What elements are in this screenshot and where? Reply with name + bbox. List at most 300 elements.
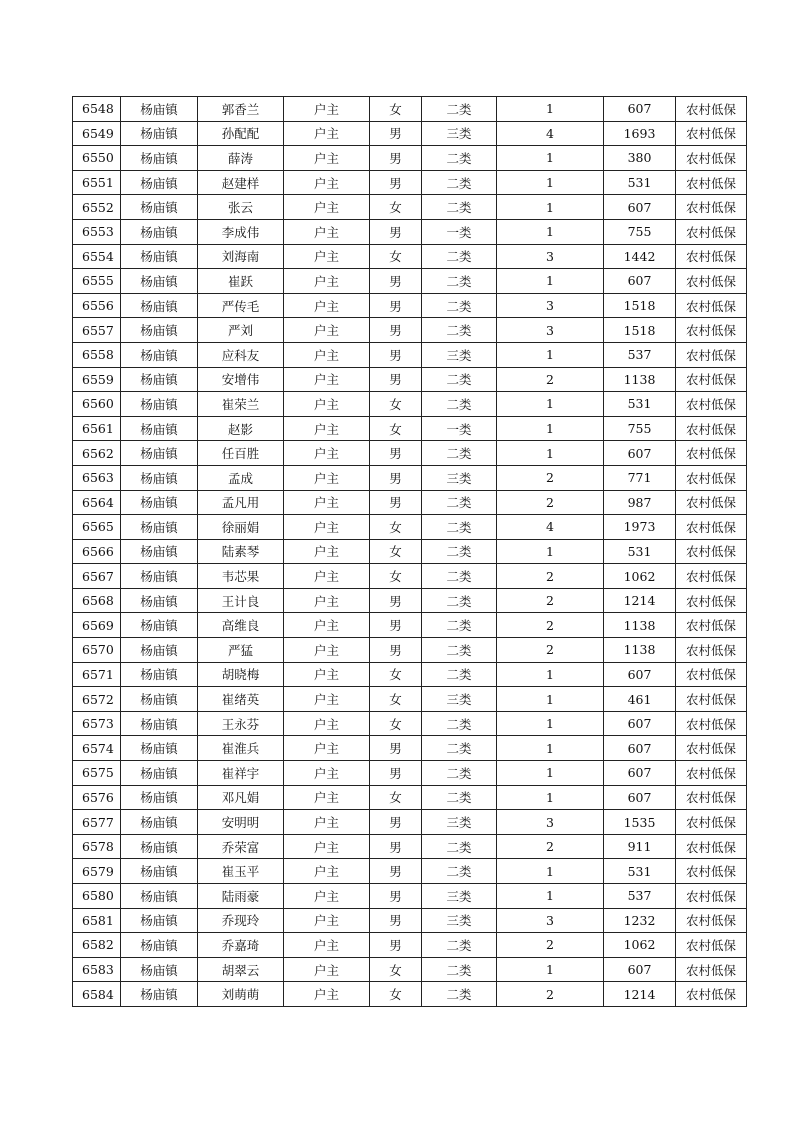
table-row xyxy=(73,564,747,589)
relation-cell: 户主 xyxy=(284,392,370,417)
record-id-cell: 6583 xyxy=(73,957,121,982)
household-size-cell: 2 xyxy=(497,933,604,958)
relation-cell: 户主 xyxy=(284,146,370,171)
town-cell: 杨庙镇 xyxy=(121,441,198,466)
gender-cell: 女 xyxy=(370,392,422,417)
gender-cell: 女 xyxy=(370,662,422,687)
gender-cell: 男 xyxy=(370,293,422,318)
town-cell: 杨庙镇 xyxy=(121,269,198,294)
aid-type-cell: 农村低保 xyxy=(676,490,747,515)
household-size-cell: 3 xyxy=(497,244,604,269)
name-cell: 徐丽娟 xyxy=(198,515,284,540)
relation-cell: 户主 xyxy=(284,293,370,318)
record-id-cell: 6582 xyxy=(73,933,121,958)
category-cell: 三类 xyxy=(422,342,497,367)
name-cell: 王计良 xyxy=(198,588,284,613)
record-id-cell: 6569 xyxy=(73,613,121,638)
household-size-cell: 3 xyxy=(497,293,604,318)
aid-type-cell: 农村低保 xyxy=(676,367,747,392)
amount-cell: 607 xyxy=(604,761,676,786)
amount-cell: 607 xyxy=(604,97,676,122)
town-cell: 杨庙镇 xyxy=(121,613,198,638)
amount-cell: 607 xyxy=(604,711,676,736)
gender-cell: 女 xyxy=(370,687,422,712)
amount-cell: 755 xyxy=(604,219,676,244)
household-size-cell: 1 xyxy=(497,441,604,466)
category-cell: 二类 xyxy=(422,933,497,958)
table-row xyxy=(73,711,747,736)
record-id-cell: 6563 xyxy=(73,465,121,490)
amount-cell: 531 xyxy=(604,392,676,417)
category-cell: 三类 xyxy=(422,465,497,490)
aid-type-cell: 农村低保 xyxy=(676,515,747,540)
gender-cell: 女 xyxy=(370,711,422,736)
town-cell: 杨庙镇 xyxy=(121,736,198,761)
amount-cell: 1214 xyxy=(604,982,676,1007)
gender-cell: 女 xyxy=(370,195,422,220)
gender-cell: 男 xyxy=(370,613,422,638)
relation-cell: 户主 xyxy=(284,638,370,663)
category-cell: 二类 xyxy=(422,539,497,564)
record-id-cell: 6565 xyxy=(73,515,121,540)
table-row xyxy=(73,441,747,466)
amount-cell: 1693 xyxy=(604,121,676,146)
record-id-cell: 6575 xyxy=(73,761,121,786)
town-cell: 杨庙镇 xyxy=(121,859,198,884)
name-cell: 胡翠云 xyxy=(198,957,284,982)
relation-cell: 户主 xyxy=(284,834,370,859)
household-size-cell: 1 xyxy=(497,736,604,761)
town-cell: 杨庙镇 xyxy=(121,490,198,515)
household-size-cell: 1 xyxy=(497,195,604,220)
relation-cell: 户主 xyxy=(284,121,370,146)
amount-cell: 1442 xyxy=(604,244,676,269)
relation-cell: 户主 xyxy=(284,416,370,441)
category-cell: 二类 xyxy=(422,392,497,417)
amount-cell: 607 xyxy=(604,785,676,810)
gender-cell: 男 xyxy=(370,219,422,244)
amount-cell: 1973 xyxy=(604,515,676,540)
town-cell: 杨庙镇 xyxy=(121,957,198,982)
town-cell: 杨庙镇 xyxy=(121,908,198,933)
name-cell: 赵建样 xyxy=(198,170,284,195)
name-cell: 刘萌萌 xyxy=(198,982,284,1007)
record-id-cell: 6558 xyxy=(73,342,121,367)
amount-cell: 537 xyxy=(604,884,676,909)
relation-cell: 户主 xyxy=(284,613,370,638)
table-row xyxy=(73,97,747,122)
amount-cell: 1518 xyxy=(604,293,676,318)
household-size-cell: 1 xyxy=(497,785,604,810)
category-cell: 三类 xyxy=(422,884,497,909)
relation-cell: 户主 xyxy=(284,269,370,294)
household-size-cell: 1 xyxy=(497,219,604,244)
table-row xyxy=(73,785,747,810)
amount-cell: 911 xyxy=(604,834,676,859)
table-row xyxy=(73,859,747,884)
name-cell: 安增伟 xyxy=(198,367,284,392)
category-cell: 二类 xyxy=(422,195,497,220)
category-cell: 二类 xyxy=(422,638,497,663)
amount-cell: 531 xyxy=(604,539,676,564)
category-cell: 三类 xyxy=(422,121,497,146)
town-cell: 杨庙镇 xyxy=(121,219,198,244)
household-size-cell: 3 xyxy=(497,908,604,933)
amount-cell: 531 xyxy=(604,859,676,884)
name-cell: 薛涛 xyxy=(198,146,284,171)
aid-type-cell: 农村低保 xyxy=(676,933,747,958)
name-cell: 赵影 xyxy=(198,416,284,441)
household-size-cell: 2 xyxy=(497,490,604,515)
table-row xyxy=(73,244,747,269)
name-cell: 乔嘉琦 xyxy=(198,933,284,958)
aid-type-cell: 农村低保 xyxy=(676,342,747,367)
table-row xyxy=(73,318,747,343)
relation-cell: 户主 xyxy=(284,687,370,712)
relation-cell: 户主 xyxy=(284,515,370,540)
household-size-cell: 1 xyxy=(497,711,604,736)
household-size-cell: 1 xyxy=(497,342,604,367)
relation-cell: 户主 xyxy=(284,785,370,810)
category-cell: 二类 xyxy=(422,736,497,761)
record-id-cell: 6572 xyxy=(73,687,121,712)
record-id-cell: 6559 xyxy=(73,367,121,392)
amount-cell: 1138 xyxy=(604,613,676,638)
aid-type-cell: 农村低保 xyxy=(676,785,747,810)
amount-cell: 607 xyxy=(604,736,676,761)
town-cell: 杨庙镇 xyxy=(121,293,198,318)
table-row xyxy=(73,613,747,638)
town-cell: 杨庙镇 xyxy=(121,416,198,441)
gender-cell: 女 xyxy=(370,957,422,982)
household-size-cell: 2 xyxy=(497,834,604,859)
record-id-cell: 6567 xyxy=(73,564,121,589)
household-size-cell: 2 xyxy=(497,465,604,490)
aid-type-cell: 农村低保 xyxy=(676,564,747,589)
table-row xyxy=(73,662,747,687)
category-cell: 二类 xyxy=(422,613,497,638)
record-id-cell: 6584 xyxy=(73,982,121,1007)
amount-cell: 1518 xyxy=(604,318,676,343)
aid-type-cell: 农村低保 xyxy=(676,662,747,687)
record-id-cell: 6580 xyxy=(73,884,121,909)
household-size-cell: 2 xyxy=(497,588,604,613)
gender-cell: 女 xyxy=(370,244,422,269)
household-size-cell: 1 xyxy=(497,539,604,564)
gender-cell: 男 xyxy=(370,465,422,490)
relation-cell: 户主 xyxy=(284,982,370,1007)
name-cell: 崔玉平 xyxy=(198,859,284,884)
gender-cell: 女 xyxy=(370,416,422,441)
town-cell: 杨庙镇 xyxy=(121,244,198,269)
aid-type-cell: 农村低保 xyxy=(676,638,747,663)
category-cell: 二类 xyxy=(422,761,497,786)
name-cell: 严传毛 xyxy=(198,293,284,318)
amount-cell: 1535 xyxy=(604,810,676,835)
town-cell: 杨庙镇 xyxy=(121,97,198,122)
amount-cell: 537 xyxy=(604,342,676,367)
gender-cell: 女 xyxy=(370,564,422,589)
relation-cell: 户主 xyxy=(284,736,370,761)
name-cell: 郭香兰 xyxy=(198,97,284,122)
household-size-cell: 2 xyxy=(497,638,604,663)
gender-cell: 男 xyxy=(370,859,422,884)
relation-cell: 户主 xyxy=(284,933,370,958)
table-row xyxy=(73,293,747,318)
name-cell: 孙配配 xyxy=(198,121,284,146)
amount-cell: 1062 xyxy=(604,564,676,589)
table-row xyxy=(73,416,747,441)
category-cell: 二类 xyxy=(422,662,497,687)
town-cell: 杨庙镇 xyxy=(121,884,198,909)
relation-cell: 户主 xyxy=(284,465,370,490)
town-cell: 杨庙镇 xyxy=(121,146,198,171)
record-id-cell: 6557 xyxy=(73,318,121,343)
amount-cell: 531 xyxy=(604,170,676,195)
aid-type-cell: 农村低保 xyxy=(676,687,747,712)
gender-cell: 女 xyxy=(370,539,422,564)
household-size-cell: 1 xyxy=(497,269,604,294)
town-cell: 杨庙镇 xyxy=(121,392,198,417)
gender-cell: 男 xyxy=(370,146,422,171)
amount-cell: 461 xyxy=(604,687,676,712)
table-row xyxy=(73,761,747,786)
amount-cell: 380 xyxy=(604,146,676,171)
aid-type-cell: 农村低保 xyxy=(676,957,747,982)
name-cell: 崔祥宇 xyxy=(198,761,284,786)
household-size-cell: 3 xyxy=(497,318,604,343)
household-size-cell: 2 xyxy=(497,564,604,589)
category-cell: 二类 xyxy=(422,982,497,1007)
aid-type-cell: 农村低保 xyxy=(676,441,747,466)
record-id-cell: 6555 xyxy=(73,269,121,294)
aid-type-cell: 农村低保 xyxy=(676,588,747,613)
aid-type-cell: 农村低保 xyxy=(676,884,747,909)
relation-cell: 户主 xyxy=(284,342,370,367)
aid-type-cell: 农村低保 xyxy=(676,539,747,564)
welfare-table xyxy=(72,96,747,1007)
record-id-cell: 6564 xyxy=(73,490,121,515)
town-cell: 杨庙镇 xyxy=(121,687,198,712)
aid-type-cell: 农村低保 xyxy=(676,170,747,195)
gender-cell: 男 xyxy=(370,269,422,294)
town-cell: 杨庙镇 xyxy=(121,367,198,392)
relation-cell: 户主 xyxy=(284,318,370,343)
category-cell: 二类 xyxy=(422,785,497,810)
gender-cell: 男 xyxy=(370,318,422,343)
aid-type-cell: 农村低保 xyxy=(676,982,747,1007)
aid-type-cell: 农村低保 xyxy=(676,318,747,343)
category-cell: 二类 xyxy=(422,588,497,613)
town-cell: 杨庙镇 xyxy=(121,982,198,1007)
name-cell: 刘海南 xyxy=(198,244,284,269)
household-size-cell: 1 xyxy=(497,884,604,909)
relation-cell: 户主 xyxy=(284,884,370,909)
name-cell: 崔荣兰 xyxy=(198,392,284,417)
table-row xyxy=(73,687,747,712)
category-cell: 二类 xyxy=(422,490,497,515)
town-cell: 杨庙镇 xyxy=(121,638,198,663)
town-cell: 杨庙镇 xyxy=(121,785,198,810)
relation-cell: 户主 xyxy=(284,97,370,122)
relation-cell: 户主 xyxy=(284,908,370,933)
name-cell: 严刘 xyxy=(198,318,284,343)
record-id-cell: 6551 xyxy=(73,170,121,195)
aid-type-cell: 农村低保 xyxy=(676,711,747,736)
relation-cell: 户主 xyxy=(284,957,370,982)
table-row xyxy=(73,490,747,515)
table-row xyxy=(73,219,747,244)
gender-cell: 男 xyxy=(370,367,422,392)
gender-cell: 男 xyxy=(370,834,422,859)
amount-cell: 1138 xyxy=(604,367,676,392)
relation-cell: 户主 xyxy=(284,761,370,786)
category-cell: 二类 xyxy=(422,244,497,269)
gender-cell: 女 xyxy=(370,785,422,810)
gender-cell: 男 xyxy=(370,490,422,515)
name-cell: 任百胜 xyxy=(198,441,284,466)
household-size-cell: 1 xyxy=(497,392,604,417)
category-cell: 二类 xyxy=(422,269,497,294)
town-cell: 杨庙镇 xyxy=(121,761,198,786)
town-cell: 杨庙镇 xyxy=(121,121,198,146)
record-id-cell: 6571 xyxy=(73,662,121,687)
aid-type-cell: 农村低保 xyxy=(676,416,747,441)
table-row xyxy=(73,957,747,982)
name-cell: 邓凡娟 xyxy=(198,785,284,810)
gender-cell: 女 xyxy=(370,982,422,1007)
record-id-cell: 6577 xyxy=(73,810,121,835)
category-cell: 二类 xyxy=(422,318,497,343)
town-cell: 杨庙镇 xyxy=(121,711,198,736)
name-cell: 乔荣富 xyxy=(198,834,284,859)
amount-cell: 755 xyxy=(604,416,676,441)
table-row xyxy=(73,588,747,613)
table-row xyxy=(73,933,747,958)
record-id-cell: 6553 xyxy=(73,219,121,244)
gender-cell: 男 xyxy=(370,441,422,466)
gender-cell: 男 xyxy=(370,342,422,367)
category-cell: 二类 xyxy=(422,564,497,589)
gender-cell: 男 xyxy=(370,761,422,786)
name-cell: 高维良 xyxy=(198,613,284,638)
amount-cell: 987 xyxy=(604,490,676,515)
category-cell: 二类 xyxy=(422,711,497,736)
table-row xyxy=(73,146,747,171)
table-row xyxy=(73,982,747,1007)
amount-cell: 607 xyxy=(604,441,676,466)
town-cell: 杨庙镇 xyxy=(121,465,198,490)
category-cell: 二类 xyxy=(422,170,497,195)
town-cell: 杨庙镇 xyxy=(121,588,198,613)
household-size-cell: 1 xyxy=(497,687,604,712)
gender-cell: 男 xyxy=(370,884,422,909)
household-size-cell: 1 xyxy=(497,416,604,441)
record-id-cell: 6556 xyxy=(73,293,121,318)
table-row xyxy=(73,367,747,392)
name-cell: 严猛 xyxy=(198,638,284,663)
household-size-cell: 2 xyxy=(497,982,604,1007)
amount-cell: 771 xyxy=(604,465,676,490)
town-cell: 杨庙镇 xyxy=(121,834,198,859)
record-id-cell: 6570 xyxy=(73,638,121,663)
name-cell: 陆雨豪 xyxy=(198,884,284,909)
town-cell: 杨庙镇 xyxy=(121,342,198,367)
town-cell: 杨庙镇 xyxy=(121,170,198,195)
name-cell: 陆素琴 xyxy=(198,539,284,564)
record-id-cell: 6552 xyxy=(73,195,121,220)
relation-cell: 户主 xyxy=(284,367,370,392)
category-cell: 二类 xyxy=(422,441,497,466)
town-cell: 杨庙镇 xyxy=(121,933,198,958)
gender-cell: 男 xyxy=(370,736,422,761)
town-cell: 杨庙镇 xyxy=(121,539,198,564)
table-row xyxy=(73,539,747,564)
aid-type-cell: 农村低保 xyxy=(676,613,747,638)
relation-cell: 户主 xyxy=(284,588,370,613)
relation-cell: 户主 xyxy=(284,859,370,884)
name-cell: 安明明 xyxy=(198,810,284,835)
record-id-cell: 6560 xyxy=(73,392,121,417)
relation-cell: 户主 xyxy=(284,810,370,835)
aid-type-cell: 农村低保 xyxy=(676,736,747,761)
relation-cell: 户主 xyxy=(284,564,370,589)
category-cell: 一类 xyxy=(422,416,497,441)
town-cell: 杨庙镇 xyxy=(121,195,198,220)
aid-type-cell: 农村低保 xyxy=(676,908,747,933)
town-cell: 杨庙镇 xyxy=(121,662,198,687)
record-id-cell: 6573 xyxy=(73,711,121,736)
aid-type-cell: 农村低保 xyxy=(676,146,747,171)
category-cell: 三类 xyxy=(422,908,497,933)
amount-cell: 607 xyxy=(604,662,676,687)
aid-type-cell: 农村低保 xyxy=(676,392,747,417)
name-cell: 崔绪英 xyxy=(198,687,284,712)
table-row xyxy=(73,195,747,220)
household-size-cell: 1 xyxy=(497,170,604,195)
town-cell: 杨庙镇 xyxy=(121,515,198,540)
household-size-cell: 2 xyxy=(497,613,604,638)
relation-cell: 户主 xyxy=(284,662,370,687)
category-cell: 二类 xyxy=(422,97,497,122)
gender-cell: 女 xyxy=(370,515,422,540)
name-cell: 韦芯果 xyxy=(198,564,284,589)
category-cell: 二类 xyxy=(422,367,497,392)
aid-type-cell: 农村低保 xyxy=(676,810,747,835)
record-id-cell: 6579 xyxy=(73,859,121,884)
record-id-cell: 6568 xyxy=(73,588,121,613)
name-cell: 应科友 xyxy=(198,342,284,367)
gender-cell: 女 xyxy=(370,97,422,122)
aid-type-cell: 农村低保 xyxy=(676,219,747,244)
gender-cell: 男 xyxy=(370,933,422,958)
record-id-cell: 6578 xyxy=(73,834,121,859)
relation-cell: 户主 xyxy=(284,170,370,195)
gender-cell: 男 xyxy=(370,638,422,663)
name-cell: 王永芬 xyxy=(198,711,284,736)
table-row xyxy=(73,269,747,294)
aid-type-cell: 农村低保 xyxy=(676,293,747,318)
relation-cell: 户主 xyxy=(284,195,370,220)
name-cell: 崔跃 xyxy=(198,269,284,294)
household-size-cell: 3 xyxy=(497,810,604,835)
table-row xyxy=(73,736,747,761)
table-row xyxy=(73,170,747,195)
record-id-cell: 6574 xyxy=(73,736,121,761)
category-cell: 二类 xyxy=(422,957,497,982)
table-row xyxy=(73,392,747,417)
amount-cell: 607 xyxy=(604,269,676,294)
